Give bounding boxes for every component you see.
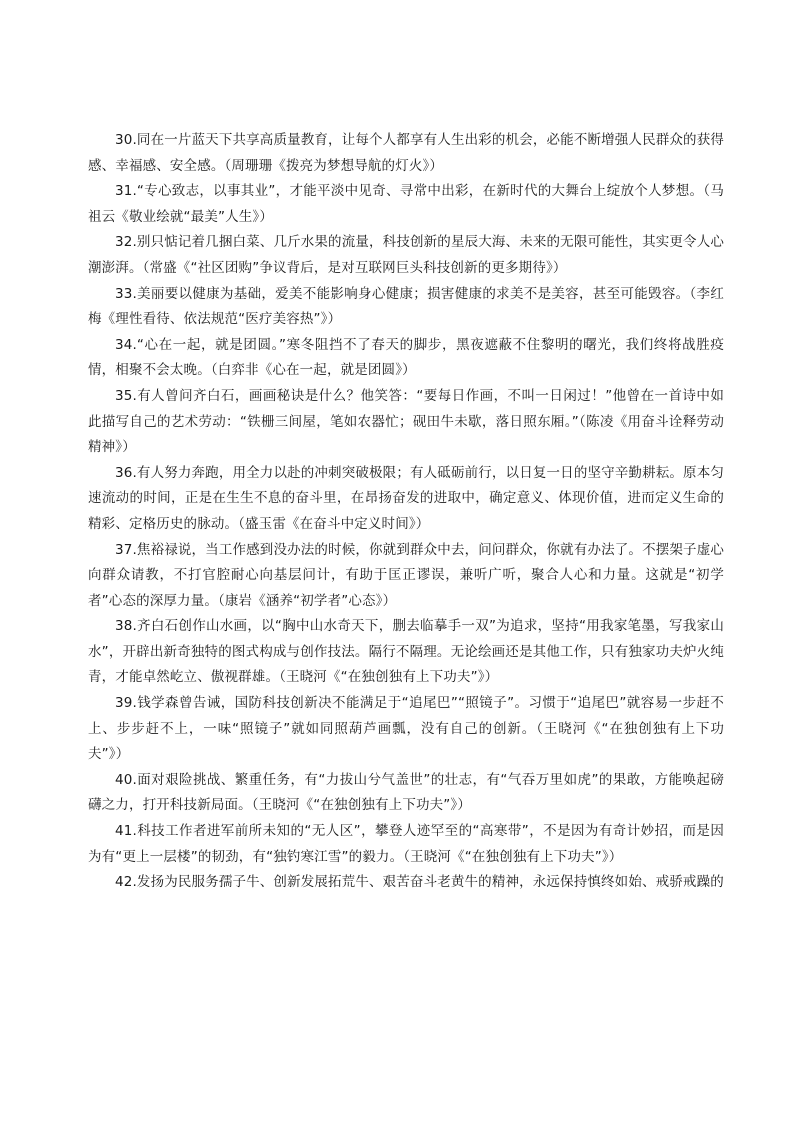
paragraph-35: 35.有人曾问齐白石，画画秘诀是什么？他笑答：“要每日作画，不叫一日闲过！”他曾在一首诗中如此描写自己的艺术劳动：“铁栅三间屋，笔如农器忙；砚田牛未歇，落日照东厢。”（陈凌《用奋斗诠释劳动精神》） — [88, 387, 724, 456]
paragraph-34: 34.“心在一起，就是团圆。”寒冬阻挡不了春天的脚步，黑夜遮蔽不住黎明的曙光，我们终将战胜疫情，相聚不会太晚。（白弈非《心在一起，就是团圆》） — [88, 336, 724, 379]
paragraph-33: 33.美丽要以健康为基础，爱美不能影响身心健康；损害健康的求美不是美容，甚至可能毁容。（李红梅《理性看待、依法规范“医疗美容热”》） — [88, 285, 724, 328]
paragraph-36: 36.有人努力奔跑，用全力以赴的冲刺突破极限；有人砥砺前行，以日复一日的坚守辛勤耕耘。原本匀速流动的时间，正是在生生不息的奋斗里，在昂扬奋发的进取中，确定意义、体现价值，进而定义生命的精彩、定格历史的脉动。（盛玉雷《在奋斗中定义时间》） — [88, 464, 724, 532]
paragraph-30: 30.同在一片蓝天下共享高质量教育，让每个人都享有人生出彩的机会，必能不断增强人民群众的获得感、幸福感、安全感。（周珊珊《拨亮为梦想导航的灯火》） — [88, 132, 724, 174]
paragraph-32: 32.别只惦记着几捆白菜、几斤水果的流量，科技创新的星辰大海、未来的无限可能性，其实更令人心潮澎湃。（常盛《“社区团购”争议背后，是对互联网巨头科技创新的更多期待》） — [88, 234, 724, 276]
paragraph-31: 31.“专心致志，以事其业”，才能平淡中见奇、寻常中出彩，在新时代的大舞台上绽放个人梦想。（马祖云《敬业绘就“最美”人生》） — [88, 183, 724, 225]
paragraph-41: 41.科技工作者进军前所未知的“无人区”，攀登人迹罕至的“高寒带”，不是因为有奇计妙招，而是因为有“更上一层楼”的韧劲，有“独钓寒江雪”的毅力。（王晓河《“在独创独有上下功夫”》） — [88, 823, 724, 865]
paragraph-37: 37.焦裕禄说，当工作感到没办法的时候，你就到群众中去，问问群众，你就有办法了。不摆架子虚心向群众请教，不打官腔耐心向基层问计，有助于匡正谬误，兼听广听，聚合人心和力量。这就是“初学者”心态的深厚力量。（康岩《涵养“初学者”心态》） — [88, 541, 724, 609]
paragraph-42: 42.发扬为民服务孺子牛、创新发展拓荒牛、艰苦奋斗老黄牛的精神，永远保持慎终如始、戒骄戒躁的 — [115, 874, 724, 891]
paragraph-38: 38.齐白石创作山水画，以“胸中山水奇天下，删去临摹手一双”为追求，坚持“用我家笔墨，写我家山水”，开辟出新奇独特的图式构成与创作技法。隔行不隔理。无论绘画还是其他工作，只有独家功夫炉火纯青，才能卓然屹立、傲视群雄。（王晓河《“在独创独有上下功夫”》） — [88, 618, 724, 686]
document-body — [88, 128, 724, 896]
paragraph-40: 40.面对艰险挑战、繁重任务，有“力拔山兮气盖世”的壮志，有“气吞万里如虎”的果敢，方能唤起磅礴之力，打开科技新局面。（王晓河《“在独创独有上下功夫”》） — [88, 771, 724, 814]
paragraph-39: 39.钱学森曾告诫，国防科技创新决不能满足于“追尾巴”“照镜子”。习惯于“追尾巴”就容易一步赶不上、步步赶不上，一味“照镜子”就如同照葫芦画瓢，没有自己的创新。（王晓河《“在独创独有上下功夫”》） — [88, 695, 724, 763]
